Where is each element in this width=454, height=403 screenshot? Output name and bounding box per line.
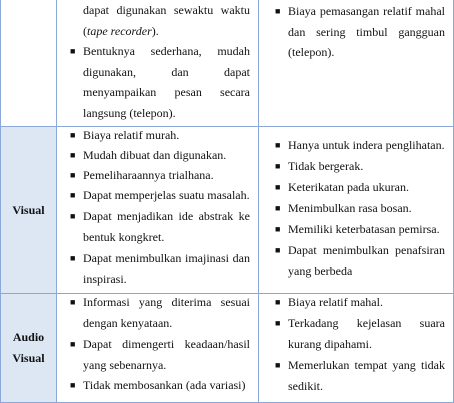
list-item: [83, 0, 250, 41]
item-text: Memerlukan tempat yang tidak sedikit.: [288, 358, 445, 393]
category-cell-audio-visual: [0, 294, 56, 402]
bullet-icon: ■: [275, 203, 281, 213]
bullet-icon: ■: [275, 6, 281, 16]
item-text: Dapat menimbulkan imajinasi dan inspirasi.: [83, 251, 250, 286]
item-text: Memiliki keterbatasan pemirsa.: [288, 222, 440, 236]
list-item: [275, 292, 445, 313]
list-item: [70, 165, 250, 186]
bullet-icon: ■: [70, 46, 76, 56]
list-item: [70, 206, 250, 247]
advantages-cell: [56, 127, 258, 293]
list-item: [70, 125, 250, 146]
item-text: Dapat dimengerti keadaan/hasil yang sebenarnya.: [83, 337, 250, 372]
list-item: [275, 355, 445, 396]
bullet-icon: ■: [70, 297, 76, 307]
category-label: Audio Visual: [12, 330, 45, 365]
bullet-icon: ■: [70, 211, 76, 221]
list-item: [275, 135, 445, 156]
bullet-icon: ■: [275, 140, 281, 150]
item-text: Keterikatan pada ukuran.: [288, 180, 409, 194]
advantages-cell: [56, 0, 258, 126]
item-text: Tidak membosankan (ada variasi): [83, 378, 246, 392]
list-item: [275, 1, 445, 63]
item-text: Dapat menimbulkan penafsiran yang berbeda: [288, 243, 445, 278]
item-text: Hanya untuk indera penglihatan.: [288, 138, 445, 152]
bullet-icon: ■: [70, 130, 76, 140]
disadvantages-cell: [258, 127, 454, 293]
bullet-icon: ■: [275, 297, 281, 307]
bullet-icon: ■: [275, 245, 281, 255]
bullet-icon: ■: [275, 182, 281, 192]
table-row-visual: [0, 127, 454, 294]
disadvantages-cell: [258, 294, 454, 402]
list-item: [70, 375, 250, 396]
bullet-icon: ■: [70, 339, 76, 349]
bullet-icon: ■: [70, 253, 76, 263]
list-item: [275, 313, 445, 354]
item-text: Bentuknya sederhana, mudah digunakan, dan dapat menyampaikan pesan secara langsung (telepon).: [83, 44, 250, 120]
item-text: Biaya relatif mahal.: [288, 295, 383, 309]
item-text-italic: tape recorder: [87, 23, 152, 38]
list-item: [275, 240, 445, 281]
list-item: [275, 156, 445, 177]
advantages-cell: [56, 294, 258, 402]
list-item: [70, 248, 250, 289]
bullet-icon: ■: [70, 170, 76, 180]
bullet-icon: ■: [70, 150, 76, 160]
item-text: Dapat memperjelas suatu masalah.: [83, 188, 250, 202]
bullet-icon: ■: [275, 161, 281, 171]
list-item: [70, 292, 250, 333]
list-item: [70, 145, 250, 166]
list-item: [70, 334, 250, 375]
bullet-icon: ■: [275, 360, 281, 370]
item-text: Biaya pemasangan relatif mahal dan sering timbul gangguan (telepon).: [288, 4, 445, 59]
table-row-audio-visual: [0, 294, 454, 403]
item-text: Terkadang kejelasan suara kurang dipahami.: [288, 316, 445, 351]
category-label: Visual: [12, 202, 45, 217]
disadvantages-cell: [258, 0, 454, 126]
item-text: Dapat menjadikan ide abstrak ke bentuk kongkret.: [83, 209, 250, 244]
item-text: Tidak bergerak.: [288, 159, 364, 173]
category-cell-empty: [0, 0, 56, 126]
bullet-icon: ■: [70, 190, 76, 200]
bullet-icon: ■: [275, 224, 281, 234]
item-text: Mudah dibuat dan digunakan.: [83, 148, 227, 162]
category-cell-visual: [0, 127, 56, 293]
item-text: Menimbulkan rasa bosan.: [288, 201, 412, 215]
table-row-audio-continued: [0, 0, 454, 127]
bullet-icon: ■: [275, 318, 281, 328]
item-text: Informasi yang diterima sesuai dengan kenyataan.: [83, 295, 250, 330]
list-item: [70, 41, 250, 123]
item-text: Biaya relatif murah.: [83, 128, 180, 142]
bullet-icon: ■: [70, 380, 76, 390]
list-item: [275, 219, 445, 240]
list-item: [70, 185, 250, 206]
list-item: [275, 177, 445, 198]
list-item: [275, 198, 445, 219]
item-text: Pemeliharaannya trialhana.: [83, 168, 214, 182]
item-text-rendered: dapat digunakan sewaktu waktu (tape recorder).: [83, 3, 250, 38]
